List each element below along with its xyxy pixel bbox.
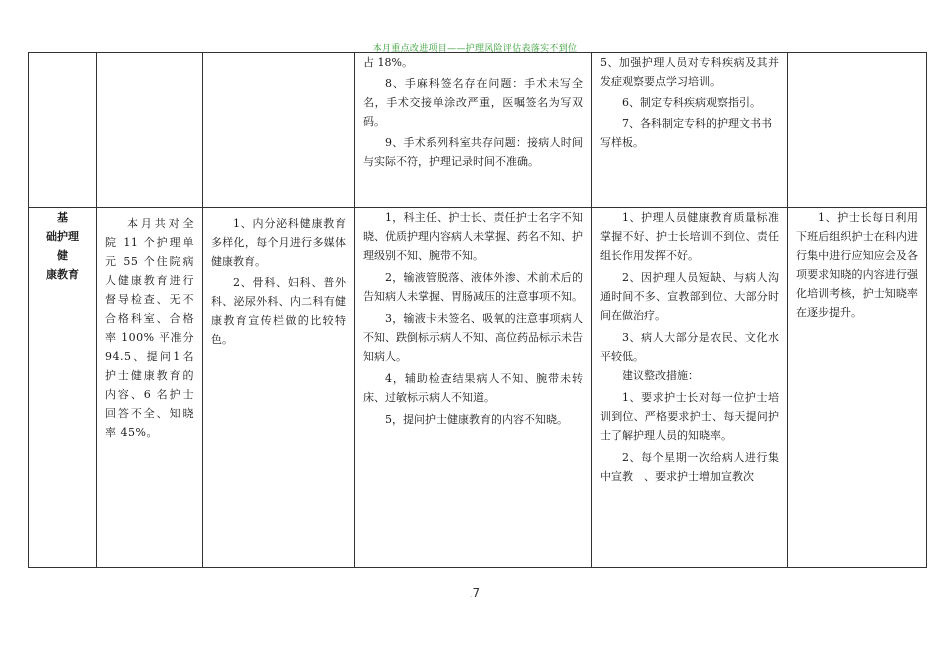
measures-heading: 建议整改措施： xyxy=(622,369,699,382)
cell-summary-empty xyxy=(97,53,203,208)
problem-item: 5，提问护士健康教育的内容不知晓。 xyxy=(385,413,568,426)
problem-item: 1，科主任、护士长、责任护士名字不知晓、优质护理内容病人未掌握、药名不知、护理级别不知、腕带不知。 xyxy=(363,211,583,262)
table-row-continued xyxy=(29,53,927,208)
measure-item: 6、制定专科疾病观察指引。 xyxy=(622,96,761,109)
cause-item: 1、护理人员健康教育质量标准掌握不好、护士长培训不到位、责任组长作用发挥不好。 xyxy=(600,211,779,262)
problem-item: 占 18%。 xyxy=(363,56,413,69)
problem-item: 8、手麻科签名存在问题：手术未写全名，手术交接单涂改严重，医嘱签名为写双码。 xyxy=(363,77,583,128)
cell-problems xyxy=(355,208,592,568)
problem-item: 9、手术系列科室共存问题：接病人时间与实际不符，护理记录时间不准确。 xyxy=(363,136,583,168)
measure-item: 2、每个星期一次给病人进行集中宣教 、要求护士增加宣教次 xyxy=(600,451,779,483)
summary-text: 本月共对全院 11 个护理单元 55 个住院病人健康教育进行督导检查、无不合格科室、合格率 100% 平准分 94.5、提问1名护士健康教育的内容、6 名护士回答不全、知晓率 45%。 xyxy=(105,217,194,439)
cause-item: 2、因护理人员短缺、与病人沟通时间不多、宣教部到位、大部分时间在做治疗。 xyxy=(600,271,779,322)
cell-highlights-empty xyxy=(203,53,355,208)
page-header-title: 本月重点改进项目——护理风险评估表落实不到位 xyxy=(372,44,578,54)
highlight-item: 1、内分泌科健康教育多样化，每个月进行多媒体健康教育。 xyxy=(211,217,346,268)
topic-line: 健 xyxy=(57,249,68,262)
measure-item: 5、加强护理人员对专科疾病及其并发症观察要点学习培训。 xyxy=(600,56,779,88)
page-number xyxy=(0,586,950,600)
report-table xyxy=(28,52,927,568)
cell-problems-continued xyxy=(355,53,592,208)
measure-item: 7、各科制定专科的护理文书书写样板。 xyxy=(600,117,772,149)
cell-topic-empty xyxy=(29,53,97,208)
problem-item: 3，输液卡未签名、吸氧的注意事项病人不知、跌倒标示病人不知、高位药品标示未告知病人。 xyxy=(363,312,583,363)
measure-item: 1、要求护士长对每一位护士培训到位、严格要求护士、每天提问护士了解护理人员的知晓率。 xyxy=(600,391,779,442)
cell-topic xyxy=(29,208,97,568)
page-number-dot: . xyxy=(469,590,473,599)
cell-followup xyxy=(788,208,927,568)
page-number-value: 7 xyxy=(472,586,481,600)
cell-followup-empty xyxy=(788,53,927,208)
topic-line: 基 xyxy=(57,211,68,224)
problem-item: 2，输液管脱落、液体外渗、术前术后的告知病人未掌握、胃肠减压的注意事项不知。 xyxy=(363,271,583,303)
topic-line: 础护理 xyxy=(46,230,79,243)
cell-causes-measures xyxy=(592,208,788,568)
followup-text: 1、护士长每日利用下班后组织护士在科内进行集中进行应知应会及各项要求知晓的内容进行强化培训考核，护士知晓率在逐步提升。 xyxy=(796,211,918,319)
table-row-health-education xyxy=(29,208,927,568)
cell-summary xyxy=(97,208,203,568)
topic-line: 康教育 xyxy=(46,268,79,281)
cause-item: 3、病人大部分是农民、文化水平较低。 xyxy=(600,331,779,363)
cell-measures-continued xyxy=(592,53,788,208)
highlight-item: 2、骨科、妇科、普外科、泌尿外科、内二科有健康教育宣传栏做的比较特色。 xyxy=(211,276,346,346)
problem-item: 4，辅助检查结果病人不知、腕带未转床、过敏标示病人不知道。 xyxy=(363,372,583,404)
cell-highlights xyxy=(203,208,355,568)
